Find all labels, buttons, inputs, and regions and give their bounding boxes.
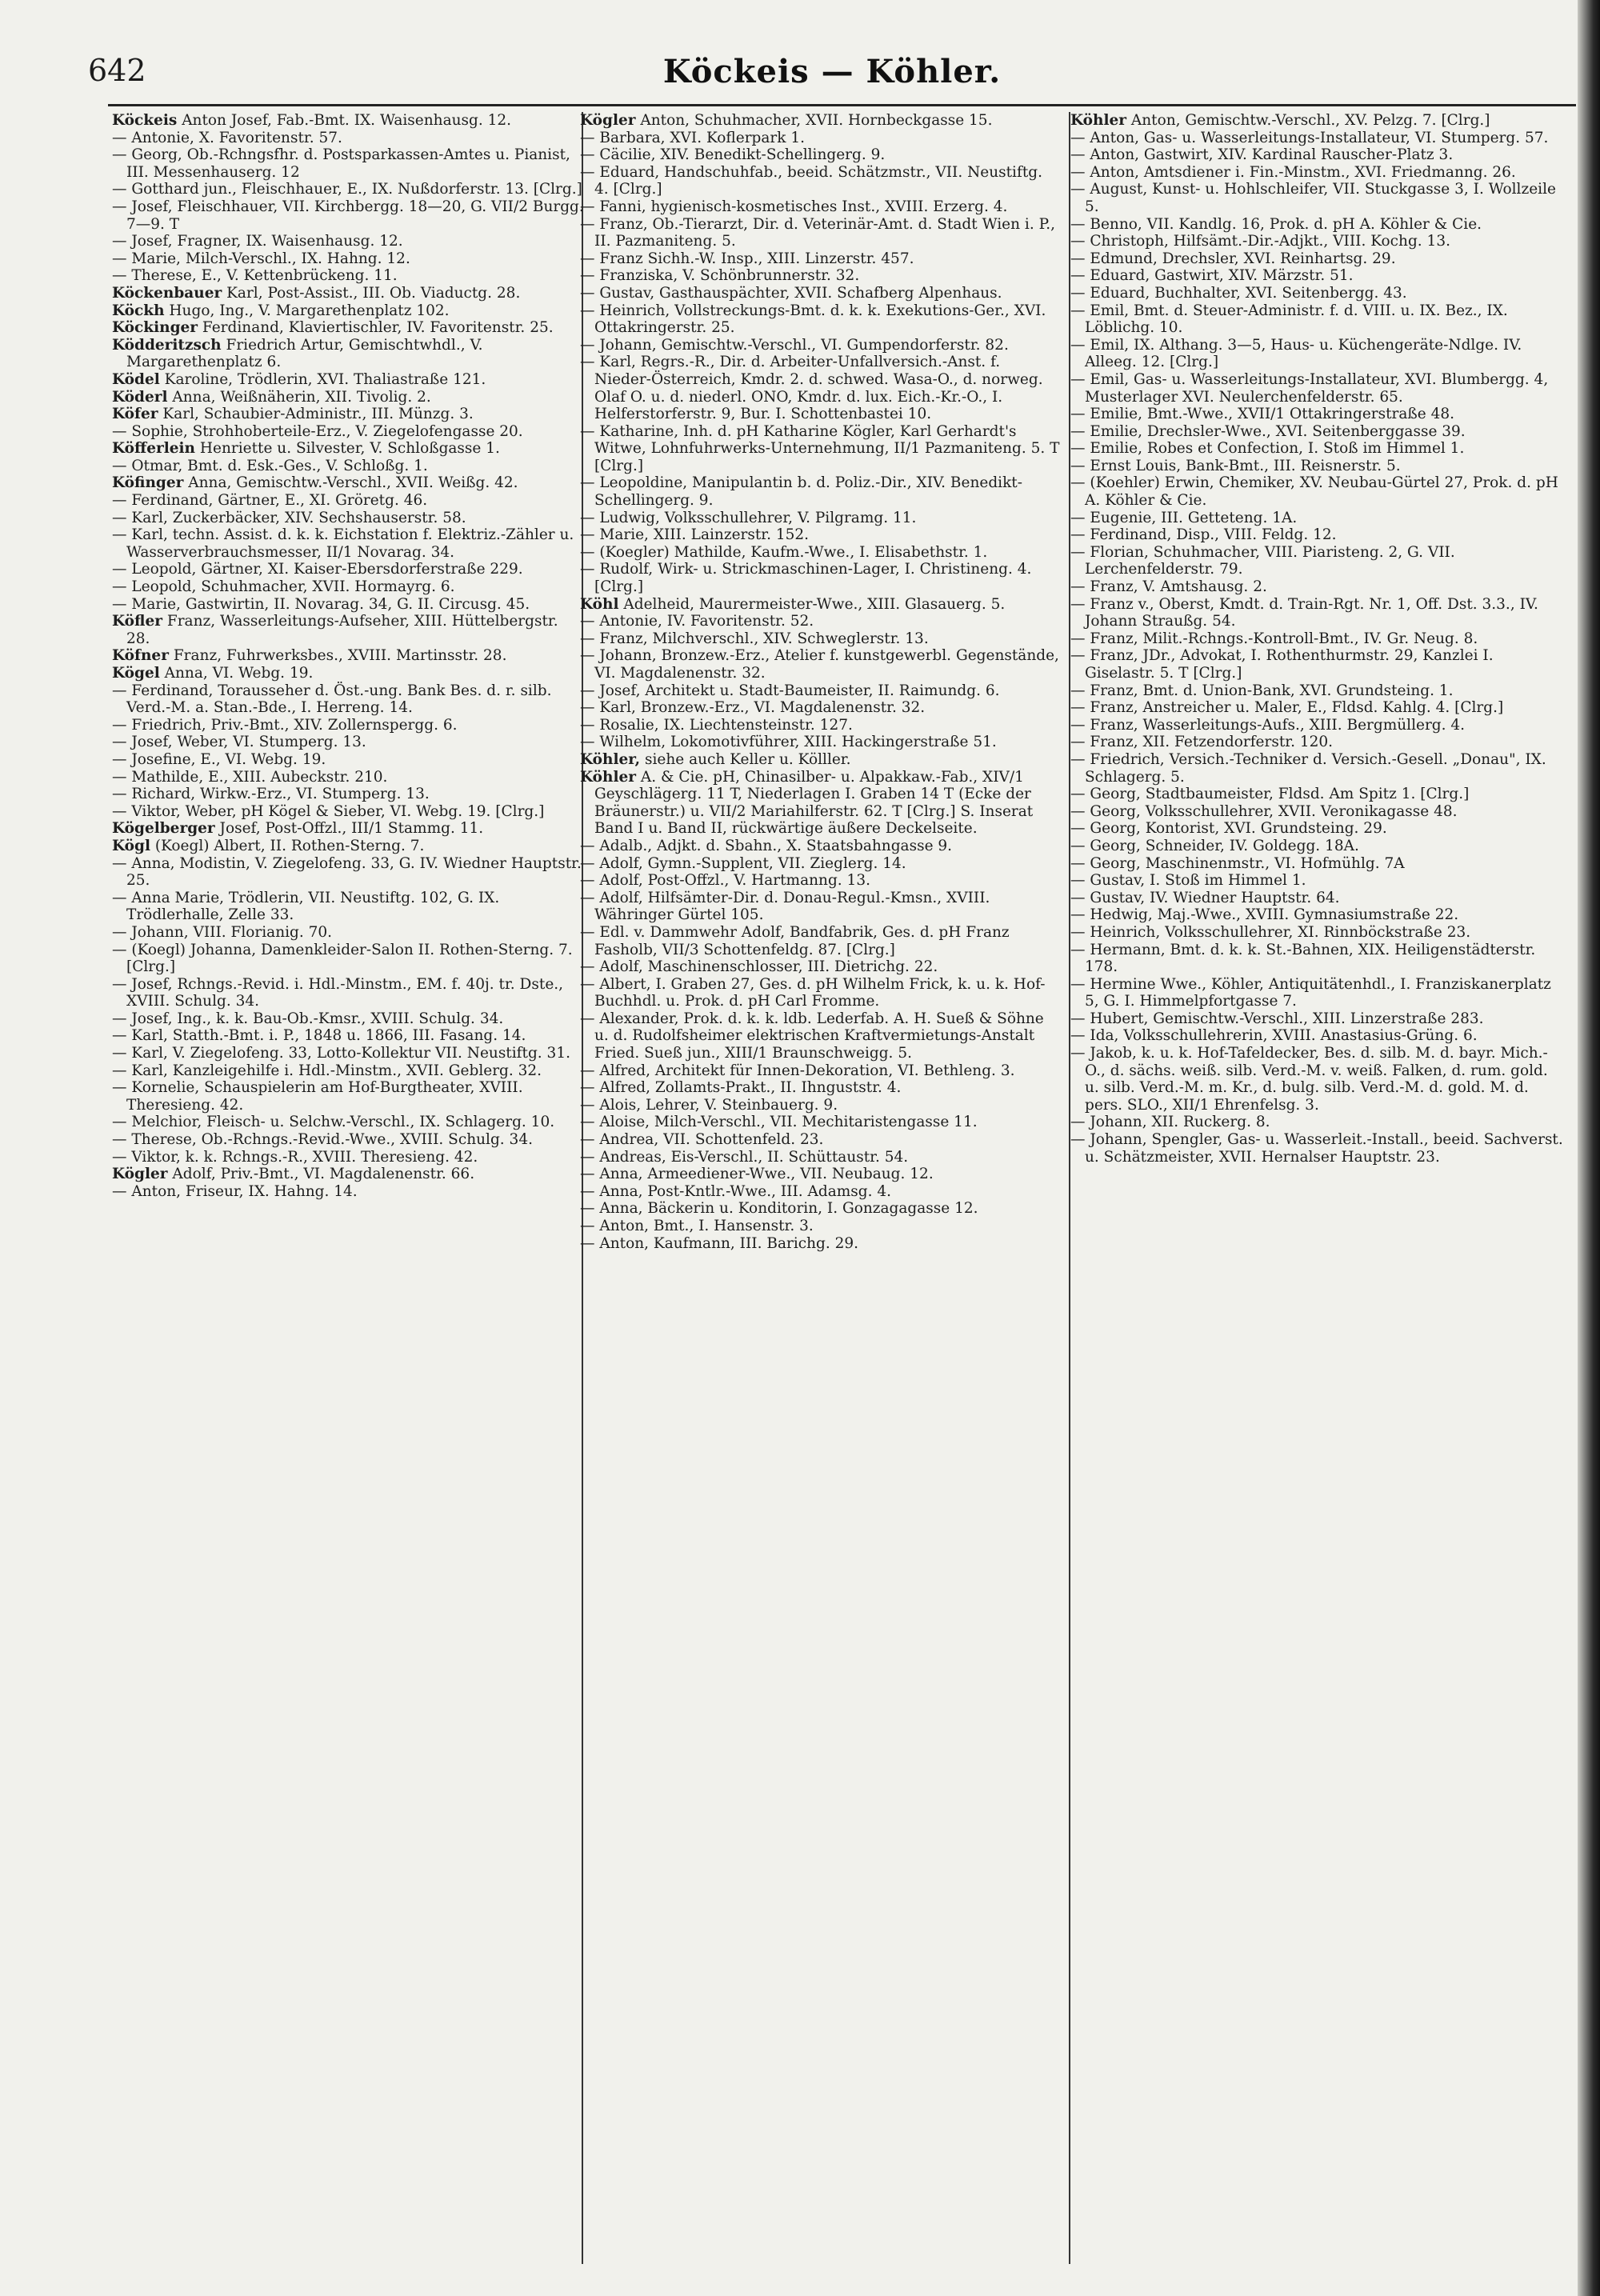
directory-entry: — Franz, V. Amtshausg. 2. [1070,578,1267,596]
directory-entry: — Franz, Anstreicher u. Maler, E., Fldsd. Kahlg. 4. [Clrg.] [1070,699,1504,717]
directory-entry: — August, Kunst- u. Hohlschleifer, VII. Stuckgasse 3, I. Wollzeile 5. [1070,181,1556,215]
entry-details: Anna, Weißnäherin, XII. Tivolig. 2. [167,388,431,406]
entry-details: Franz, Wasserleitungs-Aufseher, XIII. Hüttelbergstr. 28. [126,613,558,647]
directory-entry: — Anna, Post-Kntlr.-Wwe., III. Adamsg. 4. [580,1182,892,1200]
entry-headword: Köhler [580,768,637,786]
directory-entry: — Josef, Rchngs.-Revid. i. Hdl.-Minstm., EM. f. 40j. tr. Dste., XVIII. Schulg. 34. [112,975,564,1010]
directory-column-1 [112,112,584,2264]
entry-details: Anton, Schuhmacher, XVII. Hornbeckgasse 15. [635,112,993,129]
directory-entry: — Hedwig, Maj.-Wwe., XVIII. Gymnasiumstraße 22. [1070,906,1459,924]
directory-entry: — Ferdinand, Gärtner, E., XI. Gröretg. 46. [112,492,428,510]
directory-entry: — Heinrich, Vollstreckungs-Bmt. d. k. k. Exekutions-Ger., XVI. Ottakringerstr. 25. [580,302,1046,337]
directory-entry: — Josef, Architekt u. Stadt-Baumeister, II. Raimundg. 6. [580,682,1000,699]
directory-entry: — Fanni, hygienisch-kosmetisches Inst., XVIII. Erzerg. 4. [580,198,1008,215]
directory-entry: — Adolf, Gymn.-Supplent, VII. Zieglerg. 14. [580,854,906,872]
entry-headword: Ködel [112,370,160,388]
directory-entry: — Adolf, Post-Offzl., V. Hartmanng. 13. [580,872,870,890]
directory-entry: — Gustav, Gasthauspächter, XVII. Schafberg Alpenhaus. [580,284,1002,302]
directory-entry: — Karl, V. Ziegelofeng. 33, Lotto-Kollektur VII. Neustiftg. 31. [112,1045,570,1062]
directory-entry [112,820,584,838]
directory-entry: — Sophie, Strohhoberteile-Erz., V. Ziegelofengasse 20. [112,422,523,440]
directory-entry: — Emil, Gas- u. Wasserleitungs-Installateur, XVI. Blumbergg. 4, Musterlager XVI. Neulerchenfelderstr. 65. [1070,370,1549,406]
directory-entry: — Wilhelm, Lokomotivführer, XIII. Hackingerstraße 51. [580,734,997,751]
directory-entry: — Georg, Schneider, IV. Goldegg. 18A. [1070,837,1359,854]
directory-entry [112,838,584,855]
directory-entry: — Antonie, IV. Favoritenstr. 52. [580,613,814,630]
directory-entry: — Viktor, Weber, pH Kögel & Sieber, VI. Webg. 19. [Clrg.] [112,802,545,820]
directory-entry: — Georg, Kontorist, XVI. Grundsteing. 29. [1070,820,1387,838]
directory-column-3 [1070,112,1566,2264]
directory-entry: — Katharine, Inh. d. pH Katharine Kögler, Karl Gerhardt's Witwe, Lohnfuhrwerks-Unternehmung, II/1 Pazmaniteng. 5. T [Clrg.] [580,422,1060,474]
directory-entry: — Josef, Fragner, IX. Waisenhausg. 12. [112,233,403,250]
directory-entry: — Barbara, XVI. Koflerpark 1. [580,129,806,146]
page-title: Köckeis — Köhler. [662,53,1002,90]
entry-headword: Köckeis [112,112,178,129]
directory-entry: — Hermine Wwe., Köhler, Antiquitätenhdl., I. Franziskanerplatz 5, G. I. Himmelpfortgasse 7. [1070,975,1551,1010]
directory-entry: — Adolf, Hilfsämter-Dir. d. Donau-Regul.-Kmsn., XVIII. Währinger Gürtel 105. [580,889,990,924]
directory-entry: — Hubert, Gemischtw.-Verschl., XIII. Linzerstraße 283. [1070,1010,1484,1027]
directory-entry: — Karl, Bronzew.-Erz., VI. Magdalenenstr. 32. [580,699,926,717]
directory-entry: — Emilie, Robes et Confection, I. Stoß im Himmel 1. [1070,440,1465,458]
directory-entry: — Leopold, Schuhmacher, XVII. Hormayrg. 6. [112,578,455,596]
directory-entry: — (Koegler) Mathilde, Kaufm.-Wwe., I. Elisabethstr. 1. [580,543,988,561]
directory-entry: — Franz, Milchverschl., XIV. Schweglerstr. 13. [580,630,929,647]
directory-entry: — Josef, Ing., k. k. Bau-Ob.-Kmsr., XVIII. Schulg. 34. [112,1010,504,1027]
directory-entry: — Benno, VII. Kandlg. 16, Prok. d. pH A. Köhler & Cie. [1070,215,1482,233]
directory-entry: — Anna, Bäckerin u. Konditorin, I. Gonzagagasse 12. [580,1200,978,1218]
directory-entry: — Hermann, Bmt. d. k. k. St.-Bahnen, XIX. Heiligenstädterstr. 178. [1070,941,1536,976]
entry-headword: Köfferlein [112,440,195,458]
directory-entry: — Franz, Milit.-Rchngs.-Kontroll-Bmt., IV. Gr. Neug. 8. [1070,630,1478,647]
directory-entry: — Anton, Amtsdiener i. Fin.-Minstm., XVI. Friedmanng. 26. [1070,163,1516,181]
directory-entry: — Eduard, Buchhalter, XVI. Seitenbergg. 43. [1070,284,1407,302]
directory-entry: — Eduard, Gastwirt, XIV. Märzstr. 51. [1070,267,1354,285]
directory-entry: — Anton, Gas- u. Wasserleitungs-Installateur, VI. Stumperg. 57. [1070,129,1549,146]
entry-details: Ferdinand, Klaviertischler, IV. Favoritenstr. 25. [198,319,554,337]
directory-entry: — Alois, Lehrer, V. Steinbauerg. 9. [580,1096,838,1114]
directory-entry: — Alfred, Zollamts-Prakt., II. Ihnguststr. 4. [580,1079,902,1097]
directory-entry [580,112,1060,130]
directory-entry: — (Koegl) Johanna, Damenkleider-Salon II. Rothen-Sterng. 7. [Clrg.] [112,941,573,976]
directory-entry: — Johann, Spengler, Gas- u. Wasserleit.-Install., beeid. Sachverst. u. Schätzmeister, XVII. Hernalser Hauptstr. 23. [1070,1131,1563,1166]
directory-entry: — Jakob, k. u. k. Hof-Tafeldecker, Bes. d. silb. M. d. bayr. Mich.-O., d. sächs. weiß. silb. Verd.-M. v. weiß. Falken, d. rum. gold. u. silb. Verd.-M. m. Kr., d. bulg. silb. Verd.-M. d. gold. M. d. pers. SLO., XII/1 Ehrenfelsg. 3. [1070,1045,1548,1114]
directory-entry: — Adolf, Maschinenschlosser, III. Dietrichg. 22. [580,958,938,976]
directory-entry: — Friedrich, Versich.-Techniker d. Versich.-Gesell. „Donau", IX. Schlagerg. 5. [1070,750,1546,786]
directory-entry: — Anna, Modistin, V. Ziegelofeng. 33, G. IV. Wiedner Hauptstr. 25. [112,854,582,890]
directory-entry: — Georg, Maschinenmstr., VI. Hofmühlg. 7A [1070,854,1405,872]
directory-entry: — Alfred, Architekt für Innen-Dekoration, VI. Bethleng. 3. [580,1062,1015,1079]
directory-entry: — Anton, Kaufmann, III. Barichg. 29. [580,1234,859,1252]
directory-entry: — Emilie, Drechsler-Wwe., XVI. Seitenberggasse 39. [1070,422,1466,440]
directory-entry: — (Koehler) Erwin, Chemiker, XV. Neubau-Gürtel 27, Prok. d. pH A. Köhler & Cie. [1070,474,1558,510]
entry-headword: Kögel [112,665,160,682]
directory-entry: — Edmund, Drechsler, XVI. Reinhartsg. 29. [1070,250,1396,267]
directory-entry [1070,112,1566,130]
directory-entry: — Josefine, E., VI. Webg. 19. [112,750,326,768]
header-rule [108,104,1576,106]
directory-entry: — Marie, Gastwirtin, II. Novarag. 34, G. II. Circusg. 45. [112,595,530,613]
directory-entry: — Edl. v. Dammwehr Adolf, Bandfabrik, Ges. d. pH Franz Fasholb, VII/3 Schottenfeldg. 87. [Clrg.] [580,923,1010,958]
directory-entry: — Karl, Kanzleigehilfe i. Hdl.-Minstm., XVII. Geblerg. 32. [112,1062,542,1079]
directory-entry: — Cäcilie, XIV. Benedikt-Schellingerg. 9. [580,146,886,164]
directory-entry [112,371,584,389]
entry-details: Karoline, Trödlerin, XVI. Thaliastraße 121. [159,370,486,388]
directory-entry: — Anna Marie, Trödlerin, VII. Neustiftg. 102, G. IX. Trödlerhalle, Zelle 33. [112,889,500,924]
entry-headword: Köfner [112,647,169,665]
directory-entry: — Gustav, I. Stoß im Himmel 1. [1070,872,1306,890]
entry-details: Adolf, Priv.-Bmt., VI. Magdalenenstr. 66. [167,1166,475,1183]
entry-details: Hugo, Ing., V. Margarethenplatz 102. [164,302,450,319]
entry-headword: Köderl [112,388,168,406]
entry-details: Josef, Post-Offzl., III/1 Stammg. 11. [214,820,484,838]
directory-entry: — Viktor, k. k. Rchngs.-R., XVIII. Theresieng. 42. [112,1148,478,1166]
entry-headword: Köfler [112,613,162,630]
entry-details: (Koegl) Albert, II. Rothen-Sterng. 7. [150,837,425,854]
directory-entry: — Anton, Bmt., I. Hansenstr. 3. [580,1218,814,1234]
entry-headword: Köckenbauer [112,284,222,302]
entry-headword: Ködderitzsch [112,336,222,354]
directory-entry [112,337,584,371]
directory-entry: — Gotthard jun., Fleischhauer, E., IX. Nußdorferstr. 13. [Clrg.] [112,181,582,198]
directory-entry: — Ludwig, Volksschullehrer, V. Pilgramg. 11. [580,509,917,526]
entry-headword: Kögler [112,1166,168,1183]
entry-headword: Köckinger [112,319,198,337]
directory-entry [112,440,584,458]
page-gutter-shadow [1578,0,1600,2296]
directory-entry: — Georg, Volksschullehrer, XVII. Veronikagasse 48. [1070,802,1458,820]
directory-entry: — Franz, XII. Fetzendorferstr. 120. [1070,734,1334,751]
directory-entry: — Andreas, Eis-Verschl., II. Schüttaustr. 54. [580,1148,909,1166]
directory-entry [112,613,584,647]
directory-entry: — Franz, Wasserleitungs-Aufs., XIII. Bergmüllerg. 4. [1070,716,1466,734]
directory-entry: — Florian, Schuhmacher, VIII. Piaristeng. 2, G. VII. Lerchenfelderstr. 79. [1070,543,1455,578]
directory-entry: — Emil, Bmt. d. Steuer-Administr. f. d. VIII. u. IX. Bez., IX. Löblichg. 10. [1070,302,1508,337]
directory-entry: — Franz, Ob.-Tierarzt, Dir. d. Veterinär-Amt. d. Stadt Wien i. P., II. Pazmaniteng. 5. [580,215,1056,250]
directory-entry: — Marie, XIII. Lainzerstr. 152. [580,526,810,544]
entry-details: Anna, Gemischtw.-Verschl., XVII. Weißg. 42. [183,474,518,492]
directory-entry: — Franz Sichh.-W. Insp., XIII. Linzerstr. 457. [580,250,914,267]
entry-details: siehe auch Keller u. Kölller. [640,750,851,768]
entry-headword: Kögelberger [112,820,215,838]
directory-entry [112,647,584,665]
directory-entry: — Franz, JDr., Advokat, I. Rothenthurmstr. 29, Kanzlei I. Giselastr. 5. T [Clrg.] [1070,647,1494,682]
directory-entry: — Emilie, Bmt.-Wwe., XVII/1 Ottakringerstraße 48. [1070,406,1455,423]
directory-column-2 [580,112,1060,2264]
directory-entry: — Franz v., Oberst, Kmdt. d. Train-Rgt. Nr. 1, Off. Dst. 3.3., IV. Johann Straußg. 54. [1070,595,1538,630]
directory-entry: — Melchior, Fleisch- u. Selchw.-Verschl., IX. Schlagerg. 10. [112,1114,555,1131]
entry-details: Anna, VI. Webg. 19. [159,665,314,682]
directory-entry [112,406,584,423]
directory-entry: — Mathilde, E., XIII. Aubeckstr. 210. [112,768,388,786]
directory-entry: — Ida, Volksschullehrerin, XVIII. Anastasius-Grüng. 6. [1070,1027,1478,1045]
directory-entry: — Georg, Stadtbaumeister, Fldsd. Am Spitz 1. [Clrg.] [1070,786,1470,803]
directory-entry: — Anna, Armeediener-Wwe., VII. Neubaug. 12. [580,1166,934,1183]
entry-headword: Kögl [112,837,150,854]
directory-entry: — Ernst Louis, Bank-Bmt., III. Reisnerstr. 5. [1070,457,1401,474]
entry-details: A. & Cie. pH, Chinasilber- u. Alpakkaw.-Fab., XIV/1 Geyschlägerg. 11 T, Niederlagen I. Graben 14 T (Ecke der Bräunerstr.) u. VII/2 Mariahilferstr. 62. T [Clrg.] S. Inserat Band I u. Band II, rückwärtige äußere Deckelseite. [594,768,1034,838]
directory-entry [112,474,584,492]
directory-entry [112,1166,584,1183]
directory-entry: — Ferdinand, Torausseher d. Öst.-ung. Bank Bes. d. r. silb. Verd.-M. a. Stan.-Bde., I. Herreng. 14. [112,682,552,717]
entry-headword: Kögler [580,112,636,129]
entry-details: Anton Josef, Fab.-Bmt. IX. Waisenhausg. 12. [177,112,512,129]
directory-entry: — Alexander, Prok. d. k. k. ldb. Lederfab. A. H. Sueß & Söhne u. d. Rudolfsheimer elektrischen Kraftvermietungs-Anstalt Fried. Sueß jun., XIII/1 Braunschweigg. 5. [580,1010,1044,1062]
directory-entry: — Johann, Bronzew.-Erz., Atelier f. kunstgewerbl. Gegenstände, VI. Magdalenenstr. 32. [580,647,1059,682]
directory-entry [580,769,1060,838]
page-number: 642 [88,53,146,88]
directory-entry: — Gustav, IV. Wiedner Hauptstr. 64. [1070,889,1340,906]
directory-entry: — Franziska, V. Schönbrunnerstr. 32. [580,267,860,285]
directory-entry: — Leopold, Gärtner, XI. Kaiser-Ebersdorferstraße 229. [112,561,523,578]
directory-entry: — Therese, E., V. Kettenbrückeng. 11. [112,267,398,285]
directory-entry: — Aloise, Milch-Verschl., VII. Mechitaristengasse 11. [580,1114,978,1131]
directory-entry: — Josef, Weber, VI. Stumperg. 13. [112,734,366,751]
directory-entry: — Adalb., Adjkt. d. Sbahn., X. Staatsbahngasse 9. [580,837,953,854]
directory-entry: — Johann, Gemischtw.-Verschl., VI. Gumpendorferstr. 82. [580,336,1009,354]
directory-entry [112,302,584,320]
directory-entry: — Johann, VIII. Florianig. 70. [112,923,333,941]
directory-entry: — Rudolf, Wirk- u. Strickmaschinen-Lager, I. Christineng. 4. [Clrg.] [580,561,1032,596]
entry-details: Friedrich Artur, Gemischtwhdl., V. Margarethenplatz 6. [126,336,483,371]
directory-entry [112,285,584,302]
entry-details: Karl, Post-Assist., III. Ob. Viaductg. 28. [222,284,521,302]
entry-headword: Köckh [112,302,165,319]
directory-entry: — Rosalie, IX. Liechtensteinstr. 127. [580,716,853,734]
entry-headword: Köfinger [112,474,184,492]
directory-entry: — Emil, IX. Althang. 3—5, Haus- u. Küchengeräte-Ndlge. IV. Alleeg. 12. [Clrg.] [1070,336,1522,371]
directory-entry: — Karl, techn. Assist. d. k. k. Eichstation f. Elektriz.-Zähler u. Wasserverbrauchsmesser, II/1 Novarag. 34. [112,526,574,561]
directory-entry: — Heinrich, Volksschullehrer, XI. Rinnböckstraße 23. [1070,923,1471,941]
directory-entry: — Ferdinand, Disp., VIII. Feldg. 12. [1070,526,1337,544]
directory-entry: — Johann, XII. Ruckerg. 8. [1070,1114,1270,1131]
entry-headword: Köhl [580,595,619,613]
directory-entry: — Franz, Bmt. d. Union-Bank, XVI. Grundsteing. 1. [1070,682,1454,699]
directory-entry: — Leopoldine, Manipulantin b. d. Poliz.-Dir., XIV. Benedikt-Schellingerg. 9. [580,474,1022,510]
directory-entry [112,319,584,337]
directory-entry: — Therese, Ob.-Rchngs.-Revid.-Wwe., XVIII. Schulg. 34. [112,1131,533,1149]
directory-entry: — Anton, Friseur, IX. Hahng. 14. [112,1182,358,1200]
directory-entry: — Richard, Wirkw.-Erz., VI. Stumperg. 13. [112,786,430,803]
entry-details: Henriette u. Silvester, V. Schloßgasse 1. [195,440,500,458]
directory-entry [112,665,584,682]
entry-details: Anton, Gemischtw.-Verschl., XV. Pelzg. 7. [Clrg.] [1126,112,1490,129]
entry-headword: Köhler [1070,112,1127,129]
page-header [88,53,1576,101]
entry-headword: Köhler, [580,750,641,768]
directory-entry: — Albert, I. Graben 27, Ges. d. pH Wilhelm Frick, k. u. k. Hof-Buchhdl. u. Prok. d. pH Carl Fromme. [580,975,1046,1010]
directory-entry: — Josef, Fleischhauer, VII. Kirchbergg. 18—20, G. VII/2 Burgg. 7—9. T [112,198,584,233]
directory-entry: — Andrea, VII. Schottenfeld. 23. [580,1131,824,1149]
directory-entry: — Karl, Zuckerbäcker, XIV. Sechshauserstr. 58. [112,509,466,526]
directory-entry: — Friedrich, Priv.-Bmt., XIV. Zollernspergg. 6. [112,716,458,734]
directory-entry: — Kornelie, Schauspielerin am Hof-Burgtheater, XVIII. Theresieng. 42. [112,1079,523,1114]
directory-entry: — Georg, Ob.-Rchngsfhr. d. Postsparkassen-Amtes u. Pianist, III. Messenhauserg. 12 [112,146,570,181]
entry-headword: Köfer [112,406,158,423]
directory-entry: — Christoph, Hilfsämt.-Dir.-Adjkt., VIII. Kochg. 13. [1070,233,1450,250]
directory-entry: — Eduard, Handschuhfab., beeid. Schätzmstr., VII. Neustiftg. 4. [Clrg.] [580,163,1042,198]
directory-entry: — Anton, Gastwirt, XIV. Kardinal Rauscher-Platz 3. [1070,146,1454,164]
entry-details: Karl, Schaubier-Administr., III. Münzg. 3. [158,406,474,423]
directory-entry: — Eugenie, III. Getteteng. 1A. [1070,509,1298,526]
entry-details: Franz, Fuhrwerksbes., XVIII. Martinsstr. 28. [168,647,507,665]
directory-entry: — Marie, Milch-Verschl., IX. Hahng. 12. [112,250,410,267]
directory-entry: — Otmar, Bmt. d. Esk.-Ges., V. Schloßg. 1. [112,457,428,474]
directory-entry [580,596,1060,614]
directory-entry: — Karl, Regrs.-R., Dir. d. Arbeiter-Unfallversich.-Anst. f. Nieder-Österreich, Kmdr. 2. d. schwed. Wasa-O., d. norweg. Olaf O. u. d. niederl. ONO, Kmdr. d. lux. Eich.-Kr.-O., I. Helferstorferstr. 9, Bur. I. Schottenbastei 10. [580,354,1043,423]
directory-entry: — Antonie, X. Favoritenstr. 57. [112,129,342,146]
directory-entry [580,751,1060,769]
directory-entry: — Karl, Statth.-Bmt. i. P., 1848 u. 1866, III. Fasang. 14. [112,1027,526,1045]
entry-details: Adelheid, Maurermeister-Wwe., XIII. Glasauerg. 5. [618,595,1006,613]
directory-entry [112,112,584,130]
directory-entry [112,389,584,406]
